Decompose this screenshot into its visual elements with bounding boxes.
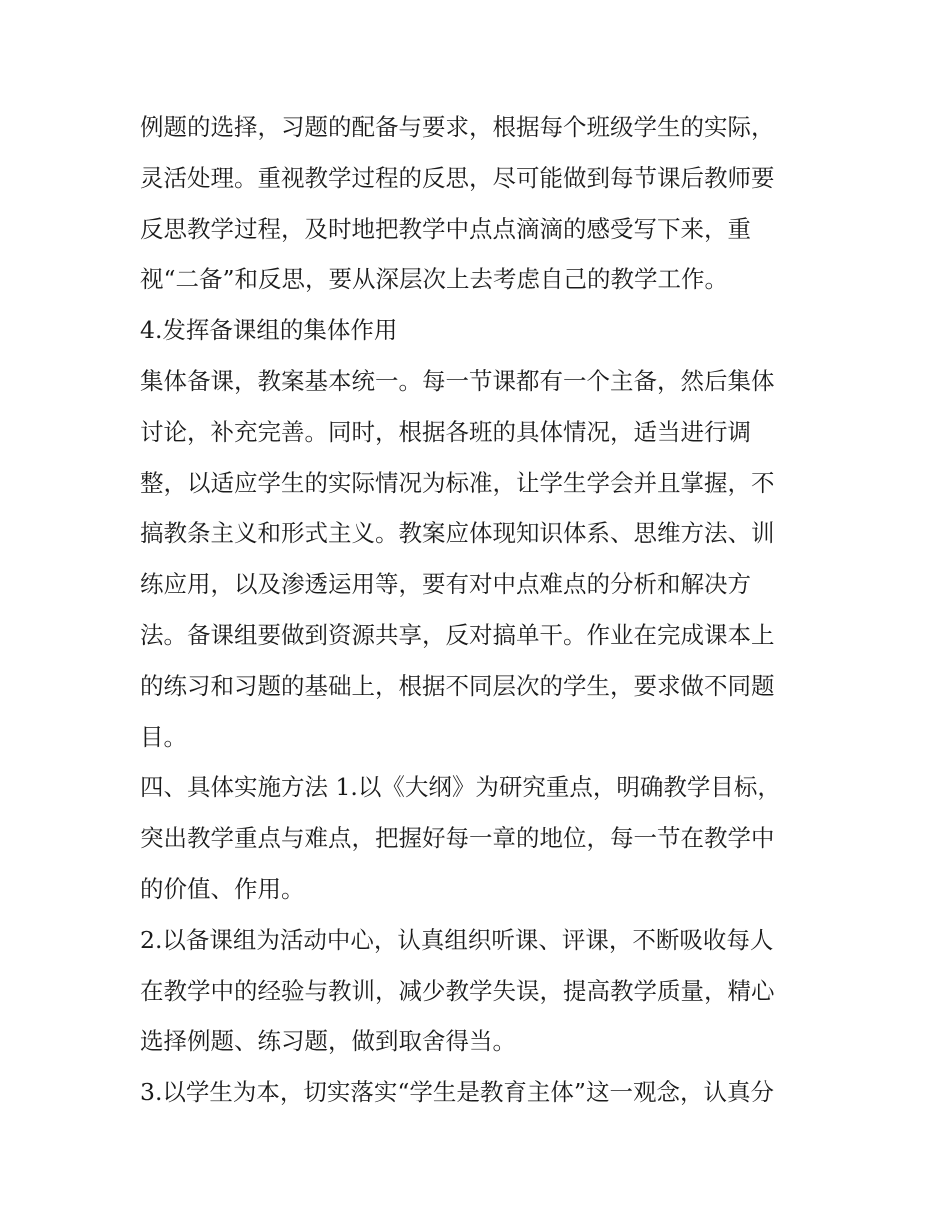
text-line: 法。备课组要做到资源共享，反对搞单干。作业在完成课本上 (140, 620, 775, 649)
text-line: 选择例题、练习题，做到取舍得当。 (140, 1027, 516, 1056)
document-body (140, 102, 830, 1118)
text-line: 整，以适应学生的实际情况为标准，让学生学会并且掌握，不 (140, 468, 775, 497)
text-line: 在教学中的经验与教训，减少教学失误，提高教学质量，精心 (140, 976, 775, 1005)
text-line: 的练习和习题的基础上，根据不同层次的学生，要求做不同题 (140, 671, 775, 700)
section-heading: 4.发挥备课组的集体作用 (140, 316, 398, 345)
text-line: 练应用，以及渗透运用等，要有对中点难点的分析和解决方 (140, 570, 751, 599)
text-line: 目。 (140, 722, 187, 751)
text-line: 搞教条主义和形式主义。教案应体现知识体系、思维方法、训 (140, 519, 775, 548)
text-line: 3.以学生为本，切实落实“学生是教育主体”这一观念，认真分 (140, 1078, 774, 1107)
text-line: 四、具体实施方法 1.以《大纲》为研究重点，明确教学目标， (140, 773, 781, 802)
text-line: 灵活处理。重视教学过程的反思，尽可能做到每节课后教师要 (140, 163, 775, 192)
text-line: 反思教学过程，及时地把教学中点点滴滴的感受写下来，重 (140, 214, 751, 243)
text-line: 讨论，补充完善。同时，根据各班的具体情况，适当进行调 (140, 417, 751, 446)
text-line: 例题的选择，习题的配备与要求，根据每个班级学生的实际， (140, 113, 775, 141)
text-line: 2.以备课组为活动中心，认真组织听课、评课，不断吸收每人 (140, 925, 774, 954)
text-line: 的价值、作用。 (140, 874, 305, 903)
text-line: 突出教学重点与难点，把握好每一章的地位，每一节在教学中 (140, 824, 775, 853)
text-line: 集体备课，教案基本统一。每一节课都有一个主备，然后集体 (140, 366, 775, 395)
text-line: 视“二备”和反思，要从深层次上去考虑自己的教学工作。 (140, 265, 729, 294)
